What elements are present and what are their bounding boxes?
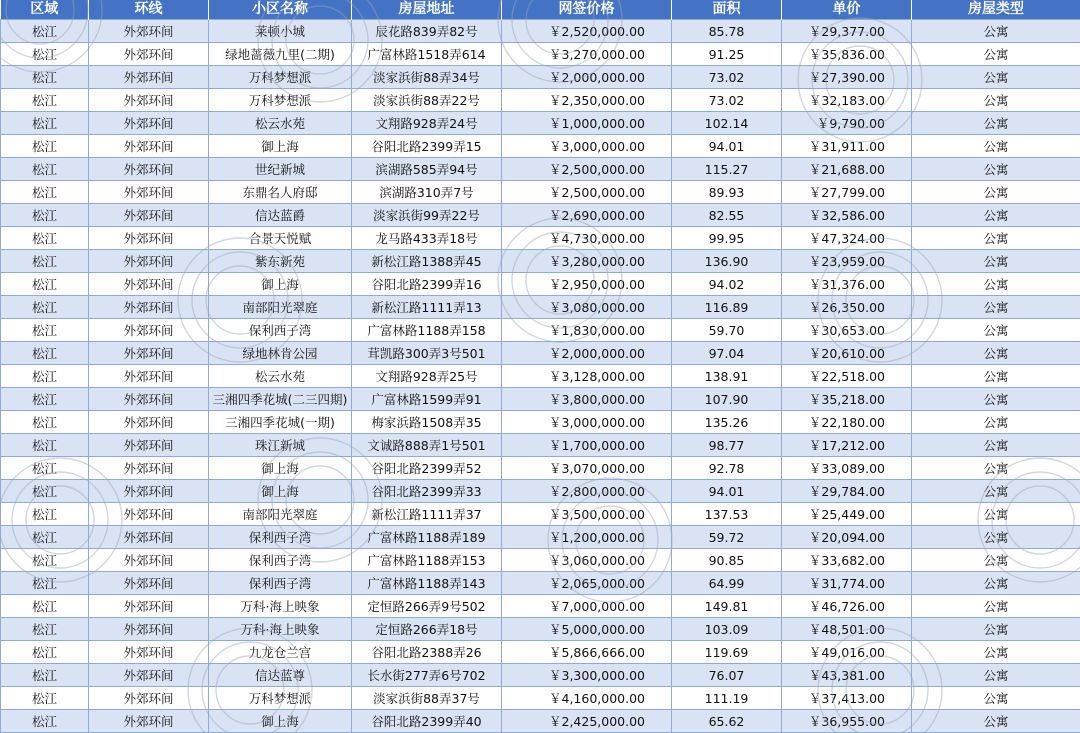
table-row: [1, 618, 1080, 641]
cell-district[interactable]: 松江: [1, 434, 89, 457]
cell-address[interactable]: 淡家浜街88弄22号: [352, 89, 502, 112]
cell-community-name[interactable]: 绿地蔷薇九里(二期): [209, 43, 352, 66]
table-row: [1, 457, 1080, 480]
cell-area[interactable]: 73.02: [672, 66, 782, 89]
cell-unit-price[interactable]: ￥29,377.00: [782, 20, 912, 43]
table-row: [1, 664, 1080, 687]
cell-address[interactable]: 新松江路1111弄37: [352, 503, 502, 526]
cell-contract-price[interactable]: ￥2,500,000.00: [502, 181, 672, 204]
cell-community-name[interactable]: 三湘四季花城(二三四期): [209, 388, 352, 411]
cell-unit-price[interactable]: ￥43,381.00: [782, 664, 912, 687]
cell-community-name[interactable]: 万科·海上映象: [209, 618, 352, 641]
cell-area[interactable]: 102.14: [672, 112, 782, 135]
cell-house-type[interactable]: 公寓: [912, 89, 1080, 112]
table-row: [1, 181, 1080, 204]
cell-district[interactable]: 松江: [1, 411, 89, 434]
cell-ring-road[interactable]: 外郊环间: [89, 549, 209, 572]
cell-district[interactable]: 松江: [1, 526, 89, 549]
cell-contract-price[interactable]: ￥1,830,000.00: [502, 319, 672, 342]
cell-area[interactable]: 90.85: [672, 549, 782, 572]
cell-house-type[interactable]: 公寓: [912, 572, 1080, 595]
cell-unit-price[interactable]: ￥35,218.00: [782, 388, 912, 411]
cell-district[interactable]: 松江: [1, 227, 89, 250]
cell-house-type[interactable]: 公寓: [912, 250, 1080, 273]
cell-ring-road[interactable]: 外郊环间: [89, 664, 209, 687]
cell-address[interactable]: 辰花路839弄82号: [352, 20, 502, 43]
table-row: [1, 365, 1080, 388]
cell-contract-price[interactable]: ￥3,500,000.00: [502, 503, 672, 526]
cell-ring-road[interactable]: 外郊环间: [89, 618, 209, 641]
cell-district[interactable]: 松江: [1, 135, 89, 158]
cell-area[interactable]: 59.70: [672, 319, 782, 342]
cell-unit-price[interactable]: ￥31,774.00: [782, 572, 912, 595]
cell-ring-road[interactable]: 外郊环间: [89, 135, 209, 158]
cell-unit-price[interactable]: ￥23,959.00: [782, 250, 912, 273]
cell-house-type[interactable]: 公寓: [912, 365, 1080, 388]
cell-contract-price[interactable]: ￥1,000,000.00: [502, 112, 672, 135]
cell-ring-road[interactable]: 外郊环间: [89, 365, 209, 388]
cell-house-type[interactable]: 公寓: [912, 181, 1080, 204]
cell-district[interactable]: 松江: [1, 641, 89, 664]
table-row: [1, 227, 1080, 250]
cell-address[interactable]: 淡家浜街88弄34号: [352, 66, 502, 89]
cell-address[interactable]: 文翔路928弄24号: [352, 112, 502, 135]
cell-house-type[interactable]: 公寓: [912, 66, 1080, 89]
cell-community-name[interactable]: 南部阳光翠庭: [209, 503, 352, 526]
cell-contract-price[interactable]: ￥7,000,000.00: [502, 595, 672, 618]
cell-community-name[interactable]: 御上海: [209, 710, 352, 733]
cell-community-name[interactable]: 万科梦想派: [209, 687, 352, 710]
cell-house-type[interactable]: 公寓: [912, 227, 1080, 250]
cell-house-type[interactable]: 公寓: [912, 342, 1080, 365]
cell-area[interactable]: 136.90: [672, 250, 782, 273]
header-house-type[interactable]: 房屋类型: [912, 0, 1080, 20]
cell-community-name[interactable]: 保利西子湾: [209, 549, 352, 572]
cell-district[interactable]: 松江: [1, 503, 89, 526]
cell-contract-price[interactable]: ￥1,700,000.00: [502, 434, 672, 457]
table-row: [1, 388, 1080, 411]
cell-area[interactable]: 64.99: [672, 572, 782, 595]
cell-contract-price[interactable]: ￥1,200,000.00: [502, 526, 672, 549]
header-district[interactable]: 区域: [1, 0, 89, 20]
cell-area[interactable]: 99.95: [672, 227, 782, 250]
table-row: [1, 710, 1080, 733]
table-row: [1, 112, 1080, 135]
cell-contract-price[interactable]: ￥2,950,000.00: [502, 273, 672, 296]
cell-area[interactable]: 115.27: [672, 158, 782, 181]
cell-contract-price[interactable]: ￥3,270,000.00: [502, 43, 672, 66]
cell-address[interactable]: 淡家浜街88弄37号: [352, 687, 502, 710]
cell-unit-price[interactable]: ￥31,376.00: [782, 273, 912, 296]
cell-ring-road[interactable]: 外郊环间: [89, 250, 209, 273]
cell-district[interactable]: 松江: [1, 388, 89, 411]
table-row: [1, 342, 1080, 365]
cell-address[interactable]: 梅家浜路1508弄35: [352, 411, 502, 434]
cell-ring-road[interactable]: 外郊环间: [89, 388, 209, 411]
cell-area[interactable]: 89.93: [672, 181, 782, 204]
cell-area[interactable]: 137.53: [672, 503, 782, 526]
cell-house-type[interactable]: 公寓: [912, 411, 1080, 434]
cell-area[interactable]: 107.90: [672, 388, 782, 411]
cell-contract-price[interactable]: ￥3,128,000.00: [502, 365, 672, 388]
cell-contract-price[interactable]: ￥2,425,000.00: [502, 710, 672, 733]
cell-ring-road[interactable]: 外郊环间: [89, 526, 209, 549]
cell-community-name[interactable]: 九龙仓兰宫: [209, 641, 352, 664]
cell-house-type[interactable]: 公寓: [912, 480, 1080, 503]
cell-community-name[interactable]: 莱顿小城: [209, 20, 352, 43]
table-row: [1, 204, 1080, 227]
cell-district[interactable]: 松江: [1, 710, 89, 733]
table-row: [1, 319, 1080, 342]
cell-community-name[interactable]: 御上海: [209, 457, 352, 480]
cell-unit-price[interactable]: ￥29,784.00: [782, 480, 912, 503]
cell-contract-price[interactable]: ￥2,350,000.00: [502, 89, 672, 112]
cell-address[interactable]: 谷阳北路2399弄40: [352, 710, 502, 733]
cell-area[interactable]: 94.01: [672, 135, 782, 158]
cell-district[interactable]: 松江: [1, 618, 89, 641]
cell-district[interactable]: 松江: [1, 595, 89, 618]
table-row: [1, 250, 1080, 273]
cell-ring-road[interactable]: 外郊环间: [89, 227, 209, 250]
cell-area[interactable]: 73.02: [672, 89, 782, 112]
cell-house-type[interactable]: 公寓: [912, 526, 1080, 549]
cell-address[interactable]: 谷阳北路2399弄52: [352, 457, 502, 480]
table-row: [1, 20, 1080, 43]
cell-house-type[interactable]: 公寓: [912, 388, 1080, 411]
cell-house-type[interactable]: 公寓: [912, 457, 1080, 480]
cell-district[interactable]: 松江: [1, 89, 89, 112]
cell-ring-road[interactable]: 外郊环间: [89, 457, 209, 480]
cell-community-name[interactable]: 信达蓝尊: [209, 664, 352, 687]
header-contract-price[interactable]: 网签价格: [502, 0, 672, 20]
cell-community-name[interactable]: 保利西子湾: [209, 319, 352, 342]
table-row: [1, 687, 1080, 710]
cell-address[interactable]: 广富林路1599弄91: [352, 388, 502, 411]
cell-house-type[interactable]: 公寓: [912, 135, 1080, 158]
cell-contract-price[interactable]: ￥2,690,000.00: [502, 204, 672, 227]
cell-house-type[interactable]: 公寓: [912, 641, 1080, 664]
cell-house-type[interactable]: 公寓: [912, 687, 1080, 710]
cell-ring-road[interactable]: 外郊环间: [89, 158, 209, 181]
cell-community-name[interactable]: 松云水苑: [209, 112, 352, 135]
cell-unit-price[interactable]: ￥30,653.00: [782, 319, 912, 342]
cell-district[interactable]: 松江: [1, 342, 89, 365]
cell-address[interactable]: 滨湖路585弄94号: [352, 158, 502, 181]
cell-ring-road[interactable]: 外郊环间: [89, 503, 209, 526]
cell-district[interactable]: 松江: [1, 181, 89, 204]
cell-contract-price[interactable]: ￥3,280,000.00: [502, 250, 672, 273]
table-row: [1, 503, 1080, 526]
cell-community-name[interactable]: 世纪新城: [209, 158, 352, 181]
cell-address[interactable]: 谷阳北路2399弄15: [352, 135, 502, 158]
table-row: [1, 572, 1080, 595]
cell-area[interactable]: 135.26: [672, 411, 782, 434]
cell-contract-price[interactable]: ￥3,000,000.00: [502, 411, 672, 434]
cell-house-type[interactable]: 公寓: [912, 503, 1080, 526]
cell-address[interactable]: 文诚路888弄1号501: [352, 434, 502, 457]
cell-house-type[interactable]: 公寓: [912, 20, 1080, 43]
cell-unit-price[interactable]: ￥21,688.00: [782, 158, 912, 181]
cell-house-type[interactable]: 公寓: [912, 296, 1080, 319]
cell-area[interactable]: 59.72: [672, 526, 782, 549]
cell-area[interactable]: 94.01: [672, 480, 782, 503]
cell-community-name[interactable]: 保利西子湾: [209, 572, 352, 595]
cell-district[interactable]: 松江: [1, 549, 89, 572]
cell-unit-price[interactable]: ￥26,350.00: [782, 296, 912, 319]
cell-address[interactable]: 新松江路1388弄45: [352, 250, 502, 273]
cell-area[interactable]: 111.19: [672, 687, 782, 710]
cell-area[interactable]: 119.69: [672, 641, 782, 664]
cell-district[interactable]: 松江: [1, 204, 89, 227]
cell-house-type[interactable]: 公寓: [912, 434, 1080, 457]
cell-community-name[interactable]: 珠江新城: [209, 434, 352, 457]
cell-community-name[interactable]: 绿地林肯公园: [209, 342, 352, 365]
cell-community-name[interactable]: 松云水苑: [209, 365, 352, 388]
cell-area[interactable]: 82.55: [672, 204, 782, 227]
cell-house-type[interactable]: 公寓: [912, 112, 1080, 135]
cell-house-type[interactable]: 公寓: [912, 273, 1080, 296]
cell-contract-price[interactable]: ￥4,730,000.00: [502, 227, 672, 250]
cell-community-name[interactable]: 御上海: [209, 273, 352, 296]
cell-house-type[interactable]: 公寓: [912, 595, 1080, 618]
table-row: [1, 296, 1080, 319]
cell-community-name[interactable]: 三湘四季花城(一期): [209, 411, 352, 434]
table-row: [1, 549, 1080, 572]
header-unit-price[interactable]: 单价: [782, 0, 912, 20]
cell-address[interactable]: 谷阳北路2399弄16: [352, 273, 502, 296]
cell-area[interactable]: 149.81: [672, 595, 782, 618]
cell-area[interactable]: 138.91: [672, 365, 782, 388]
cell-house-type[interactable]: 公寓: [912, 319, 1080, 342]
table-row: [1, 595, 1080, 618]
cell-unit-price[interactable]: ￥31,911.00: [782, 135, 912, 158]
cell-ring-road[interactable]: 外郊环间: [89, 687, 209, 710]
cell-contract-price[interactable]: ￥2,520,000.00: [502, 20, 672, 43]
cell-district[interactable]: 松江: [1, 296, 89, 319]
cell-address[interactable]: 滨湖路310弄7号: [352, 181, 502, 204]
cell-community-name[interactable]: 信达蓝爵: [209, 204, 352, 227]
cell-house-type[interactable]: 公寓: [912, 549, 1080, 572]
cell-contract-price[interactable]: ￥3,800,000.00: [502, 388, 672, 411]
cell-ring-road[interactable]: 外郊环间: [89, 411, 209, 434]
cell-district[interactable]: 松江: [1, 572, 89, 595]
cell-contract-price[interactable]: ￥2,800,000.00: [502, 480, 672, 503]
cell-unit-price[interactable]: ￥48,501.00: [782, 618, 912, 641]
cell-ring-road[interactable]: 外郊环间: [89, 319, 209, 342]
cell-house-type[interactable]: 公寓: [912, 710, 1080, 733]
cell-unit-price[interactable]: ￥20,094.00: [782, 526, 912, 549]
cell-area[interactable]: 103.09: [672, 618, 782, 641]
cell-contract-price[interactable]: ￥2,000,000.00: [502, 342, 672, 365]
cell-district[interactable]: 松江: [1, 43, 89, 66]
cell-contract-price[interactable]: ￥3,300,000.00: [502, 664, 672, 687]
cell-unit-price[interactable]: ￥17,212.00: [782, 434, 912, 457]
cell-community-name[interactable]: 紫东新苑: [209, 250, 352, 273]
cell-unit-price[interactable]: ￥32,586.00: [782, 204, 912, 227]
cell-unit-price[interactable]: ￥46,726.00: [782, 595, 912, 618]
cell-contract-price[interactable]: ￥2,065,000.00: [502, 572, 672, 595]
cell-district[interactable]: 松江: [1, 66, 89, 89]
table-row: [1, 434, 1080, 457]
cell-ring-road[interactable]: 外郊环间: [89, 296, 209, 319]
cell-area[interactable]: 85.78: [672, 20, 782, 43]
cell-contract-price[interactable]: ￥2,500,000.00: [502, 158, 672, 181]
cell-address[interactable]: 定恒路266弄9号502: [352, 595, 502, 618]
cell-house-type[interactable]: 公寓: [912, 618, 1080, 641]
table-row: [1, 43, 1080, 66]
table-row: [1, 641, 1080, 664]
cell-contract-price[interactable]: ￥4,160,000.00: [502, 687, 672, 710]
cell-unit-price[interactable]: ￥25,449.00: [782, 503, 912, 526]
cell-ring-road[interactable]: 外郊环间: [89, 181, 209, 204]
table-header: [1, 0, 1080, 20]
cell-ring-road[interactable]: 外郊环间: [89, 434, 209, 457]
header-community-name[interactable]: 小区名称: [209, 0, 352, 20]
cell-address[interactable]: 广富林路1188弄143: [352, 572, 502, 595]
cell-unit-price[interactable]: ￥33,682.00: [782, 549, 912, 572]
header-ring-road[interactable]: 环线: [89, 0, 209, 20]
cell-community-name[interactable]: 御上海: [209, 135, 352, 158]
cell-ring-road[interactable]: 外郊环间: [89, 480, 209, 503]
cell-contract-price[interactable]: ￥3,080,000.00: [502, 296, 672, 319]
cell-area[interactable]: 92.78: [672, 457, 782, 480]
cell-unit-price[interactable]: ￥27,390.00: [782, 66, 912, 89]
cell-ring-road[interactable]: 外郊环间: [89, 342, 209, 365]
cell-unit-price[interactable]: ￥49,016.00: [782, 641, 912, 664]
cell-area[interactable]: 76.07: [672, 664, 782, 687]
cell-address[interactable]: 淡家浜街99弄22号: [352, 204, 502, 227]
cell-contract-price[interactable]: ￥3,000,000.00: [502, 135, 672, 158]
cell-district[interactable]: 松江: [1, 365, 89, 388]
cell-unit-price[interactable]: ￥32,183.00: [782, 89, 912, 112]
cell-area[interactable]: 65.62: [672, 710, 782, 733]
cell-ring-road[interactable]: 外郊环间: [89, 66, 209, 89]
cell-address[interactable]: 定恒路266弄18号: [352, 618, 502, 641]
cell-ring-road[interactable]: 外郊环间: [89, 43, 209, 66]
cell-unit-price[interactable]: ￥36,955.00: [782, 710, 912, 733]
cell-ring-road[interactable]: 外郊环间: [89, 710, 209, 733]
cell-area[interactable]: 94.02: [672, 273, 782, 296]
cell-unit-price[interactable]: ￥9,790.00: [782, 112, 912, 135]
table-row: [1, 480, 1080, 503]
cell-address[interactable]: 长水街277弄6号702: [352, 664, 502, 687]
cell-ring-road[interactable]: 外郊环间: [89, 572, 209, 595]
cell-contract-price[interactable]: ￥3,070,000.00: [502, 457, 672, 480]
cell-house-type[interactable]: 公寓: [912, 664, 1080, 687]
cell-ring-road[interactable]: 外郊环间: [89, 273, 209, 296]
cell-ring-road[interactable]: 外郊环间: [89, 20, 209, 43]
cell-ring-road[interactable]: 外郊环间: [89, 89, 209, 112]
cell-community-name[interactable]: 合景天悦赋: [209, 227, 352, 250]
cell-house-type[interactable]: 公寓: [912, 204, 1080, 227]
cell-district[interactable]: 松江: [1, 664, 89, 687]
cell-district[interactable]: 松江: [1, 480, 89, 503]
cell-district[interactable]: 松江: [1, 687, 89, 710]
cell-ring-road[interactable]: 外郊环间: [89, 641, 209, 664]
table-row: [1, 66, 1080, 89]
cell-contract-price[interactable]: ￥5,866,666.00: [502, 641, 672, 664]
cell-ring-road[interactable]: 外郊环间: [89, 595, 209, 618]
header-address[interactable]: 房屋地址: [352, 0, 502, 20]
cell-unit-price[interactable]: ￥37,413.00: [782, 687, 912, 710]
cell-area[interactable]: 97.04: [672, 342, 782, 365]
table-row: [1, 158, 1080, 181]
cell-community-name[interactable]: 南部阳光翠庭: [209, 296, 352, 319]
cell-address[interactable]: 谷阳北路2399弄33: [352, 480, 502, 503]
cell-area[interactable]: 116.89: [672, 296, 782, 319]
cell-community-name[interactable]: 保利西子湾: [209, 526, 352, 549]
cell-area[interactable]: 91.25: [672, 43, 782, 66]
cell-unit-price[interactable]: ￥22,518.00: [782, 365, 912, 388]
table-row: [1, 135, 1080, 158]
cell-address[interactable]: 广富林路1188弄158: [352, 319, 502, 342]
cell-contract-price[interactable]: ￥2,000,000.00: [502, 66, 672, 89]
cell-unit-price[interactable]: ￥20,610.00: [782, 342, 912, 365]
cell-address[interactable]: 广富林路1188弄189: [352, 526, 502, 549]
header-area[interactable]: 面积: [672, 0, 782, 20]
cell-unit-price[interactable]: ￥47,324.00: [782, 227, 912, 250]
table-row: [1, 89, 1080, 112]
cell-district[interactable]: 松江: [1, 457, 89, 480]
cell-address[interactable]: 广富林路1188弄153: [352, 549, 502, 572]
cell-house-type[interactable]: 公寓: [912, 43, 1080, 66]
table-row: [1, 273, 1080, 296]
cell-district[interactable]: 松江: [1, 20, 89, 43]
cell-district[interactable]: 松江: [1, 319, 89, 342]
cell-ring-road[interactable]: 外郊环间: [89, 112, 209, 135]
cell-unit-price[interactable]: ￥33,089.00: [782, 457, 912, 480]
cell-community-name[interactable]: 万科梦想派: [209, 66, 352, 89]
cell-address[interactable]: 龙马路433弄18号: [352, 227, 502, 250]
cell-contract-price[interactable]: ￥3,060,000.00: [502, 549, 672, 572]
cell-ring-road[interactable]: 外郊环间: [89, 204, 209, 227]
cell-house-type[interactable]: 公寓: [912, 158, 1080, 181]
cell-address[interactable]: 文翔路928弄25号: [352, 365, 502, 388]
table-row: [1, 411, 1080, 434]
table-row: [1, 526, 1080, 549]
header-row: [1, 0, 1080, 20]
cell-district[interactable]: 松江: [1, 250, 89, 273]
cell-district[interactable]: 松江: [1, 158, 89, 181]
cell-unit-price[interactable]: ￥27,799.00: [782, 181, 912, 204]
cell-unit-price[interactable]: ￥35,836.00: [782, 43, 912, 66]
cell-district[interactable]: 松江: [1, 273, 89, 296]
cell-community-name[interactable]: 万科·海上映象: [209, 595, 352, 618]
cell-unit-price[interactable]: ￥22,180.00: [782, 411, 912, 434]
cell-address[interactable]: 新松江路1111弄13: [352, 296, 502, 319]
cell-community-name[interactable]: 万科梦想派: [209, 89, 352, 112]
cell-area[interactable]: 98.77: [672, 434, 782, 457]
cell-contract-price[interactable]: ￥5,000,000.00: [502, 618, 672, 641]
table-body: [1, 20, 1080, 733]
cell-district[interactable]: 松江: [1, 112, 89, 135]
cell-address[interactable]: 茸凯路300弄3号501: [352, 342, 502, 365]
cell-community-name[interactable]: 东鼎名人府邸: [209, 181, 352, 204]
cell-community-name[interactable]: 御上海: [209, 480, 352, 503]
cell-address[interactable]: 广富林路1518弄614: [352, 43, 502, 66]
cell-address[interactable]: 谷阳北路2388弄26: [352, 641, 502, 664]
